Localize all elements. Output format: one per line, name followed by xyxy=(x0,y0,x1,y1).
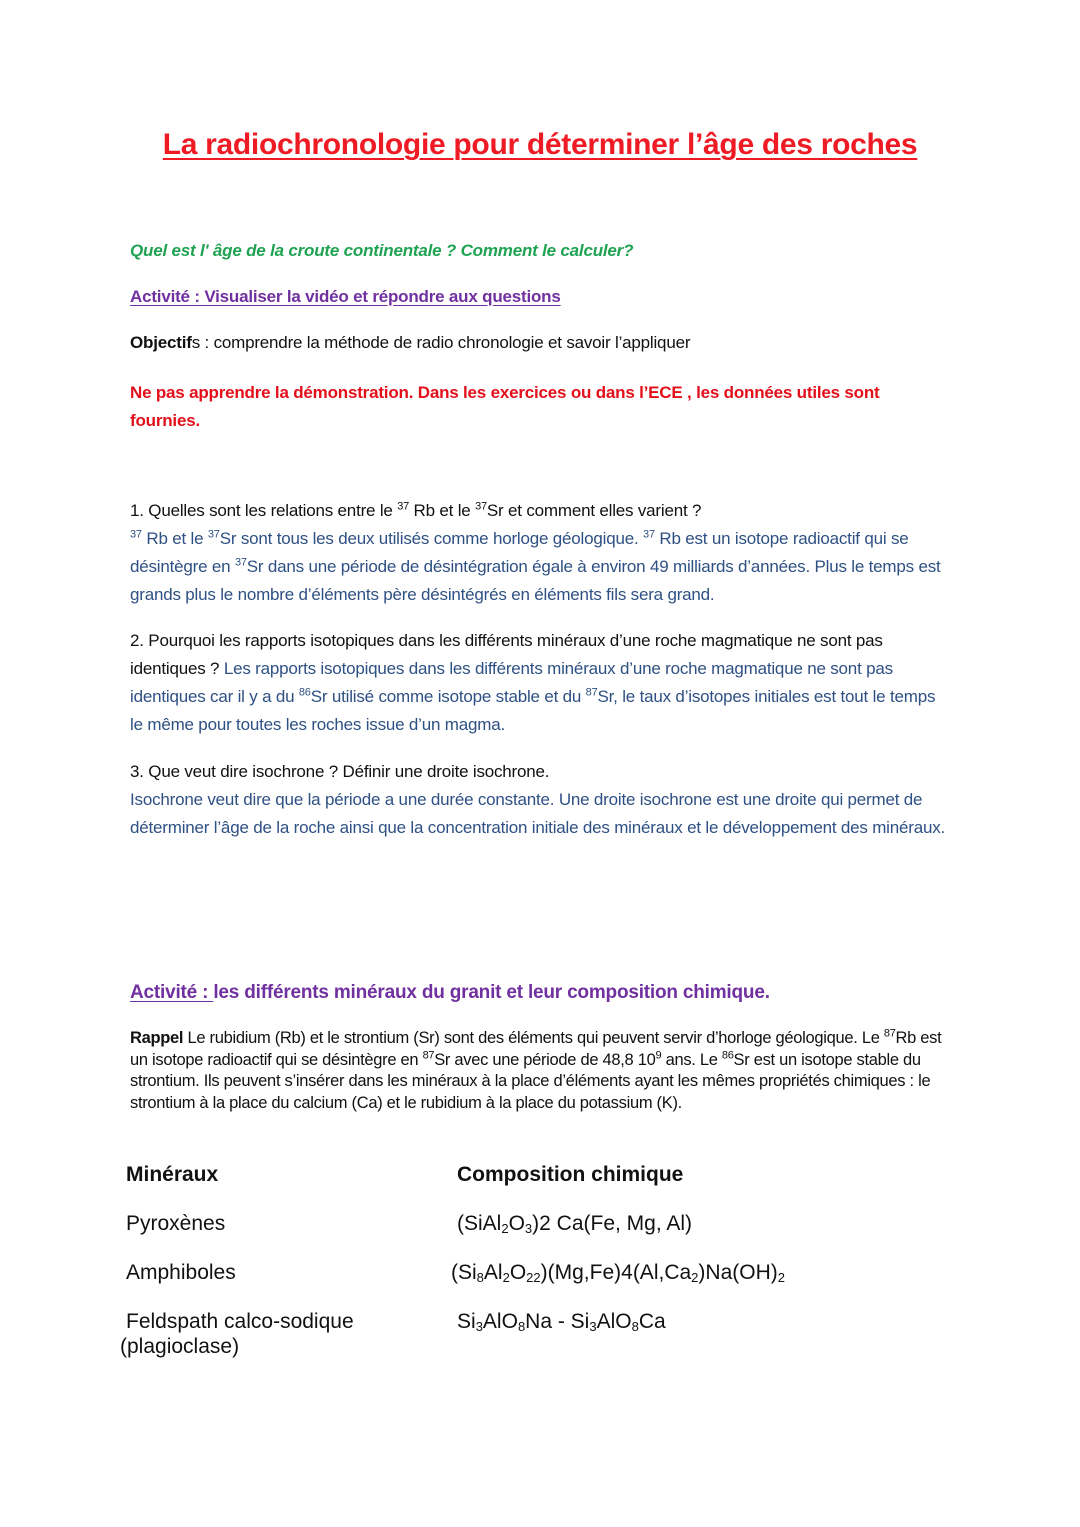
question-2: 2. Pourquoi les rapports isotopiques dans les différents minéraux d’une roche magmatique ne sont pas identiques ? xyxy=(130,631,883,678)
rappel-paragraph: Rappel Le rubidium (Rb) et le strontium (Sr) sont des éléments qui peuvent servir d’horloge géologique. Le $^{87}$Rb est un isotope radioactif qui se désintègre en $^{87}$Sr avec une période de 48,8 $10^9$ ans. Le $^{86}$Sr est un isotope stable du strontium. Ils peuvent s’insérer dans les minéraux à la place d’éléments ayant les mêmes propriétés chimiques : le strontium à la place du calcium (Ca) et le rubidium à la place du potassium (K). xyxy=(130,1027,942,1112)
question-3: 3. Que veut dire isochrone ? Définir une droite isochrone. xyxy=(130,762,550,781)
answer-1: $^{37}$ Rb et le $^{37}$Sr sont tous les deux utilisés comme horloge géologique. $^{37}$ Rb est un isotope radioactif qui se désintègre en $^{37}$Sr dans une période de désintégration égale à environ 49 milliards d’années. Plus le temps est grands plus le nombre d’éléments père désintégrés en éléments fils sera grand. xyxy=(130,528,941,604)
table-header-composition: Composition chimique xyxy=(457,1163,684,1186)
rappel-label: Rappel xyxy=(130,1029,184,1047)
table-row-mineral: Pyroxènes xyxy=(126,1212,226,1235)
question-1: 1. Quelles sont les relations entre le $^{37}$ Rb et le $^{37}$Sr et comment elles varient ? xyxy=(130,500,702,520)
answer-2: Les rapports isotopiques dans les différents minéraux d’une roche magmatique ne sont pas identiques car il y a du $^{86}$Sr utilisé comme isotope stable et du $^{87}$Sr, le taux d’isotopes initiales est tout le temps le même pour toutes les roches issue d’un magma. xyxy=(130,659,936,734)
table-row-mineral-subtitle: (plagioclase) xyxy=(120,1335,240,1358)
question-block-1 xyxy=(130,497,950,609)
table-row-formula: $(Si_8Al_2O_{22})(Mg,Fe)4(Al,Ca_2)Na(OH)_2$ xyxy=(451,1261,785,1285)
table-header-minerals: Minéraux xyxy=(126,1163,219,1186)
warning-note: Ne pas apprendre la démonstration. Dans les exercices ou dans l’ECE , les données utiles sont fournies. xyxy=(130,383,880,430)
document-title: La radiochronologie pour déterminer l’âge des roches xyxy=(162,128,918,161)
objective-label: Objectif xyxy=(130,333,192,352)
objective-line: Objectifs : comprendre la méthode de radio chronologie et savoir l’appliquer xyxy=(130,333,691,352)
activity-video-heading: Activité : Visualiser la vidéo et répondre aux questions xyxy=(130,287,561,306)
table-row-formula: $(SiAl_2O_3)2$ Ca(Fe, Mg, Al) xyxy=(457,1212,693,1236)
activity-minerals-heading: Activité : les différents minéraux du granit et leur composition chimique. xyxy=(130,982,770,1003)
table-row-mineral: Feldspath calco-sodique xyxy=(126,1310,354,1333)
answer-3: Isochrone veut dire que la période a une durée constante. Une droite isochrone est une droite qui permet de déterminer l’âge de la roche ainsi que la concentration initiale des minéraux et le développement des minéraux. xyxy=(130,790,946,837)
table-row-mineral: Amphiboles xyxy=(126,1261,236,1284)
guiding-question: Quel est l' âge de la croute continentale ? Comment le calculer? xyxy=(130,241,634,260)
question-block-2 xyxy=(130,627,950,739)
question-block-3 xyxy=(130,758,950,842)
table-row-formula: $Si_3AlO_8Na - Si_3AlO_8Ca$ xyxy=(457,1310,666,1334)
